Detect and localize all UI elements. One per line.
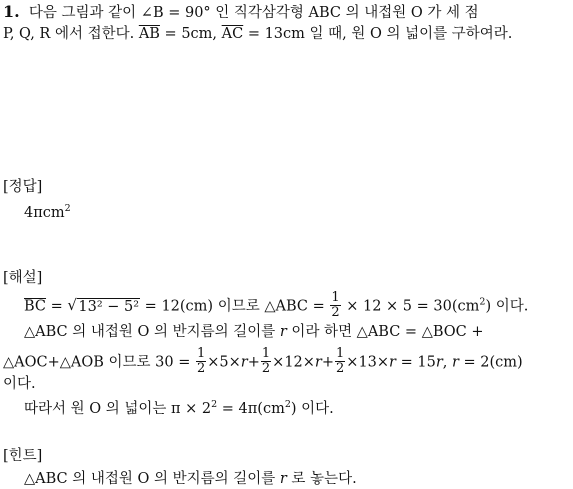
l5-mid: = 4π(cm: [217, 401, 285, 417]
l2-post: 이라 하면 △ABC = △BOC +: [286, 324, 484, 340]
l3-end: = 2(cm): [458, 354, 523, 371]
frac-den-3: 2: [336, 361, 345, 376]
var-r: r: [279, 324, 287, 340]
hint-post: 로 놓는다.: [286, 471, 357, 487]
fraction-half-3: [335, 347, 345, 376]
frac-den-1: 2: [196, 361, 206, 376]
l3-t2: ×12×: [272, 354, 315, 371]
l1-eq: =: [46, 298, 68, 315]
frac-den-2: 2: [261, 361, 271, 376]
hint-heading: [힌트]: [3, 448, 43, 464]
frac-num-3: 1: [336, 346, 345, 361]
segment-ac: $\overline{AC}$: [221, 26, 244, 42]
sqrt-expression: [67, 297, 140, 317]
l5-tail: ) 이다.: [290, 401, 334, 417]
var-r-1: r: [240, 354, 248, 371]
answer-heading: [정답]: [3, 179, 43, 195]
sqrt-radicand: 13² − 5²: [78, 298, 140, 315]
answer-value-number: 4π: [24, 205, 43, 221]
fraction-half-2: [261, 347, 271, 376]
explanation-line-4: 이다.: [3, 376, 36, 392]
frac-num-2: 1: [261, 346, 271, 361]
hint-text: [24, 469, 357, 489]
l3-eq: = 15: [395, 354, 436, 371]
answer-value: [24, 203, 71, 223]
l5-pre: 따라서 원 O 의 넓이는 π × 2: [24, 401, 212, 417]
l1-exp: 2: [479, 296, 486, 308]
answer-value-exponent: 2: [64, 203, 71, 214]
fraction-half: [330, 291, 340, 320]
l3-plus-2: +: [321, 354, 335, 371]
ab-value: = 5cm,: [159, 26, 222, 42]
hint-pre: △ABC 의 내접원 O 의 반지름의 길이를: [24, 471, 280, 487]
fraction-half-1: [196, 347, 206, 376]
explanation-line-3: [3, 348, 523, 377]
question-line-1: [3, 2, 479, 23]
l3-plus-1: +: [247, 354, 260, 371]
answer-value-unit: cm: [42, 205, 65, 221]
explanation-line-1: [24, 292, 528, 321]
frac-den: 2: [331, 305, 340, 320]
var-r-4: r: [435, 354, 443, 371]
frac-num-1: 1: [196, 346, 206, 361]
question-text-2a: P, Q, R 에서 접한다.: [3, 26, 139, 42]
explanation-line-2: [24, 322, 484, 342]
question-number: 1.: [3, 2, 20, 21]
explanation-heading: [해설]: [3, 270, 43, 286]
var-r-5: r: [451, 354, 459, 371]
l2-pre: △ABC 의 내접원 O 의 반지름의 길이를: [24, 324, 280, 340]
var-r-3: r: [389, 354, 396, 371]
question-line-2: [3, 24, 512, 44]
l3-t1: ×5×: [207, 354, 241, 371]
l1-end: × 12 × 5 = 30(cm: [341, 298, 480, 315]
explanation-line-5: [24, 399, 334, 419]
question-text-1: 다음 그림과 같이 ∠B = 90° 인 직각삼각형 ABC 의 내접원 O 가 세 점: [28, 5, 479, 21]
l5-exp: 2: [211, 399, 218, 410]
l3-sep: ,: [442, 354, 452, 371]
l5-exp-2: 2: [284, 399, 291, 410]
var-r-2: r: [314, 354, 322, 371]
frac-num: 1: [331, 290, 340, 305]
segment-ab: $\overline{AB}$: [138, 26, 160, 42]
l3-pre: △AOC+△AOB 이므로 30 =: [3, 354, 195, 371]
hint-var-r: r: [279, 471, 287, 487]
segment-bc: $\overline{BC}$: [24, 298, 47, 315]
l1-mid: = 12(cm) 이므로 △ABC =: [140, 298, 330, 315]
l1-tail: ) 이다.: [485, 298, 529, 315]
ac-value: = 13cm 일 때, 원 O 의 넓이를 구하여라.: [243, 26, 513, 42]
l3-t3: ×13×: [346, 354, 390, 371]
